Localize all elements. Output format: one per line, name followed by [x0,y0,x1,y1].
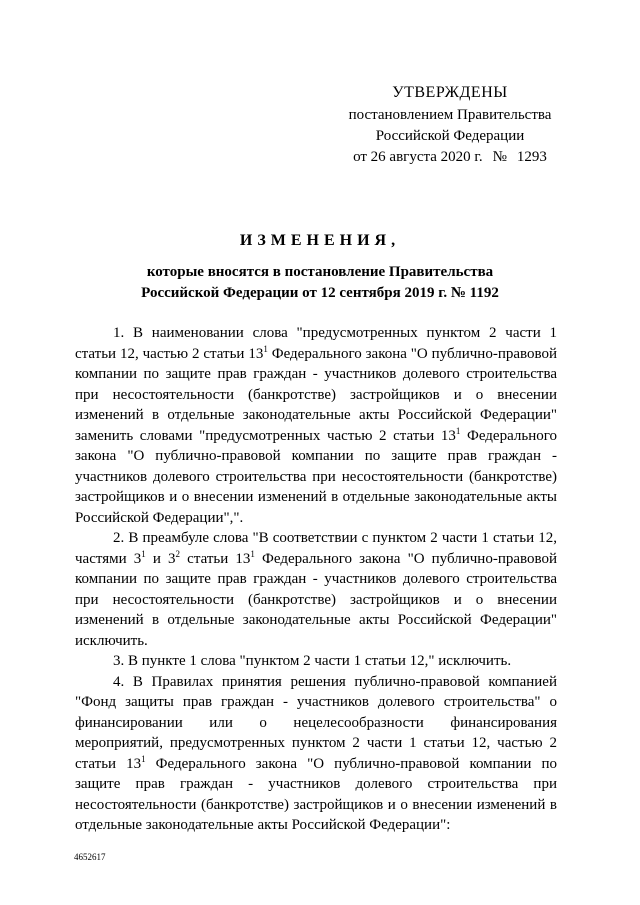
superscript: 1 [141,753,146,764]
paragraph-1-text-a: 1. В наименовании слова "предусмотренных пунктом 2 части 1 статьи 12, частью 2 статьи 13 [75,325,557,362]
paragraph-4-text-b: Федерального закона "О публично-правовой компании по защите прав граждан - участников долевого строительства при несостоятельности (банкротстве) застройщиков и о внесении изменений в отдельные законодательные акты Российской Федерации": [75,755,558,833]
paragraph-2-text-b: и 3 [145,550,176,567]
document-code: 4652617 [74,852,106,862]
paragraph-4-text-a: 4. В Правилах принятия решения публично-правовой компанией "Фонд защиты прав граждан - участников долевого строительства" о финансировании или о нецелесообразности финансирования мероприятий, предусмотренных пунктом 2 части 1 статьи 12, частью 2 статьи 13 [75,673,557,772]
superscript: 1 [455,425,461,436]
paragraph-4 [75,672,557,836]
approval-number: 1293 [516,149,547,165]
document-body [75,323,557,836]
approval-line-2: Российской Федерации [375,128,525,144]
paragraph-3: 3. В пункте 1 слова "пунктом 2 части 1 статьи 12," исключить. [113,653,512,669]
heading-sub-2: Российской Федерации от 12 сентября 2019 г. № 1192 [141,285,499,301]
document-heading [60,232,580,304]
paragraph-1-text-b: Федерального закона "О публично-правовой компании по защите прав граждан - участников долевого строительства при несостоятельности (банкротстве) застройщиков и о внесении изменений в отдельные законодательные акты Российской Федерации" заменить словами "предусмотренных частью 2 статьи 13 [75,345,557,444]
approval-date: от 26 августа 2020 г. [353,149,483,165]
approval-number-sign: № [492,149,507,165]
paragraph-1 [75,323,557,528]
paragraph-2 [75,528,557,651]
superscript: 1 [250,548,255,559]
superscript: 2 [175,548,181,559]
heading-main: ИЗМЕНЕНИЯ, [239,232,401,249]
paragraph-2-text-a: 2. В преамбуле слова "В соответствии с пунктом 2 части 1 статьи 12, частями 3 [75,530,557,567]
superscript: 1 [263,343,268,354]
superscript: 1 [141,548,146,559]
paragraph-2-text-c: статьи 13 [180,550,251,567]
approval-title: УТВЕРЖДЕНЫ [392,84,508,101]
paragraph-1-text-c: Федерального закона "О публично-правовой компании по защите прав граждан - участников долевого строительства при несостоятельности (банкротстве) застройщиков и о внесении изменений в отдельные законодательные акты Российской Федерации",". [75,427,557,526]
approval-block [330,82,570,168]
approval-line-1: постановлением Правительства [348,107,552,123]
paragraph-2-text-d: Федерального закона "О публично-правовой компании по защите прав граждан - участников долевого строительства при несостоятельности (банкротстве) застройщиков и о внесении изменений в отдельные законодательные акты Российской Федерации" исключить. [75,550,557,649]
approval-date-line [330,147,570,168]
heading-sub-1: которые вносятся в постановление Правительства [146,264,494,280]
